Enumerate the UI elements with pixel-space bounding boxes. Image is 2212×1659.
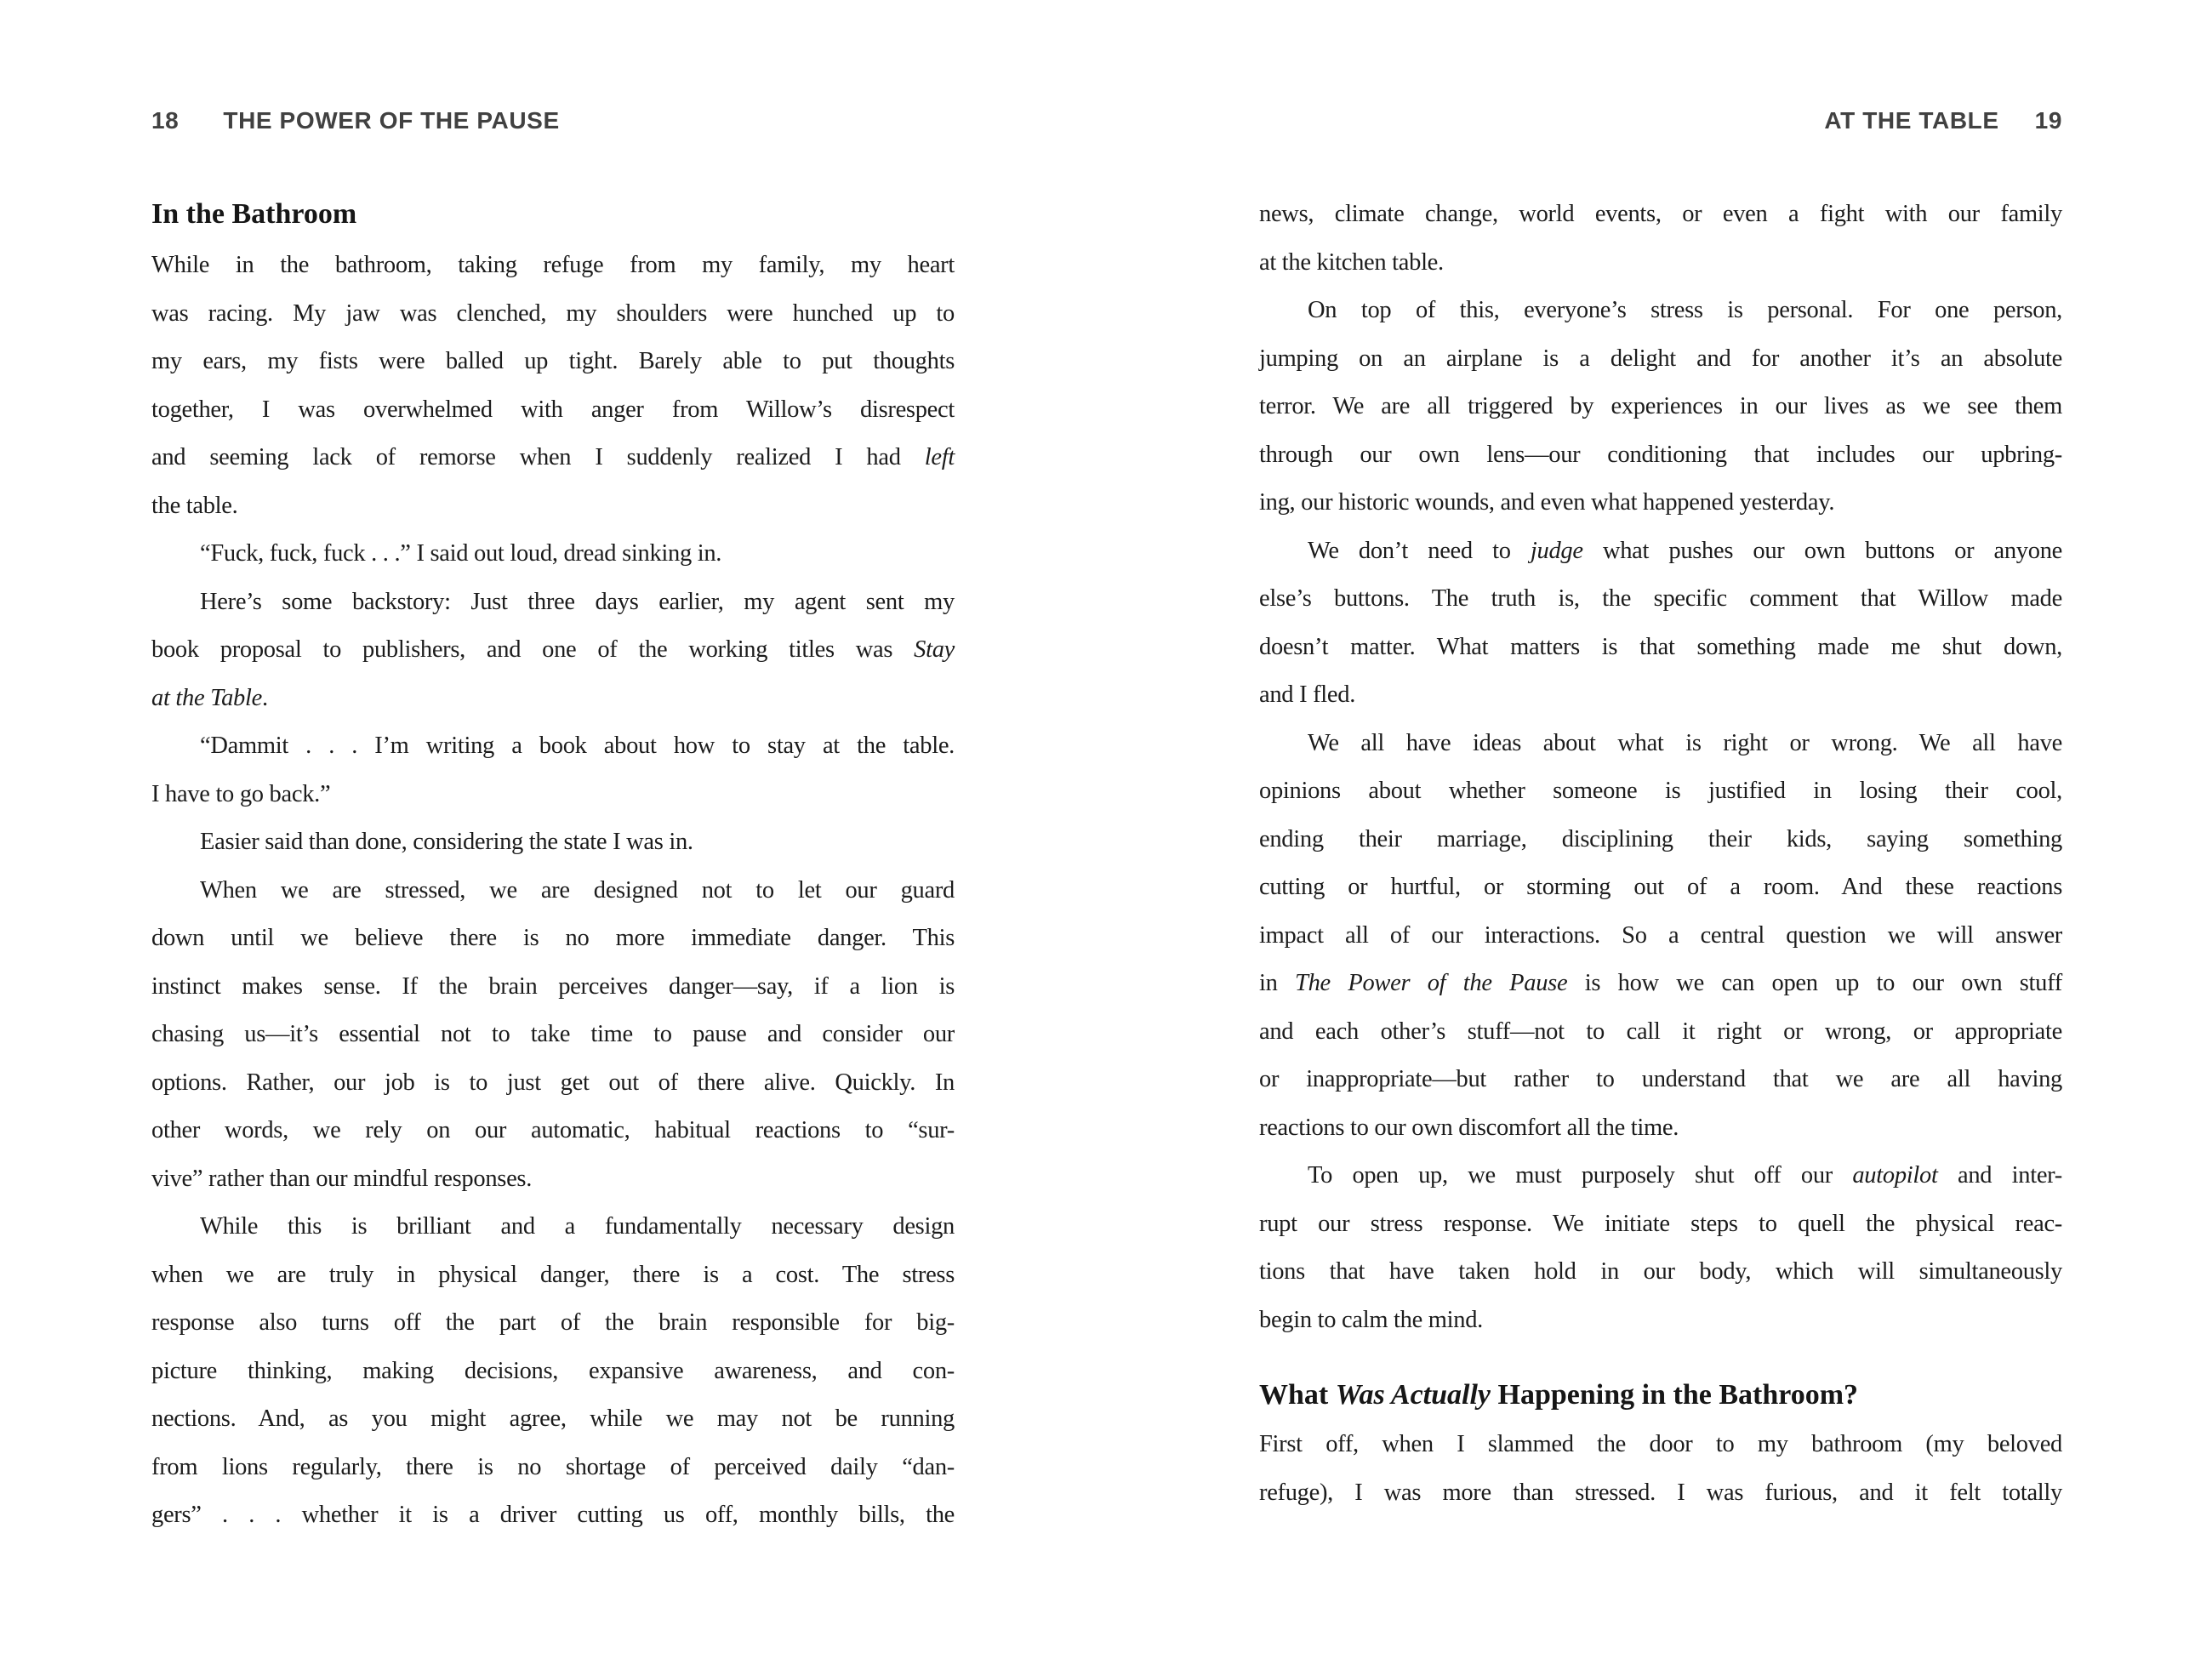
text-run: “Fuck, fuck, fuck . . .” I said out loud, dread sinking in. [200, 540, 722, 567]
running-head-left [151, 107, 560, 138]
text-run: else’s buttons. The truth is, the specific comment that Willow made [1259, 585, 2062, 612]
text-run: impact all of our interactions. So a central question we will answer [1259, 921, 2062, 949]
text-run: ending their marriage, disciplining their kids, saying something [1259, 825, 2062, 852]
text-line [1259, 767, 2062, 816]
text-run: rupt our stress response. We initiate steps to quell the physical reac- [1259, 1210, 2062, 1237]
text-run: When we are stressed, we are designed not to let our guard [200, 876, 955, 904]
text-run: through our own lens—our conditioning that includes our upbring- [1259, 441, 2062, 468]
text-run: refuge), I was more than stressed. I was furious, and it felt totally [1259, 1479, 2062, 1506]
text-run: gers” . . . whether it is a driver cutting us off, monthly bills, the [151, 1502, 955, 1528]
text-run: options. Rather, our job is to just get out of there alive. Quickly. In [151, 1069, 955, 1096]
text-line [151, 1299, 955, 1348]
text-run: nections. And, as you might agree, while we may not be running [151, 1405, 955, 1432]
text-line [151, 722, 955, 771]
section-heading [151, 187, 955, 242]
text-run: cutting or hurtful, or storming out of a room. And these reactions [1259, 874, 2062, 900]
text-run: my ears, my fists were balled up tight. Barely able to put thoughts [151, 348, 955, 374]
text-line [151, 1155, 955, 1204]
text-run: jumping on an airplane is a delight and for another it’s an absolute [1259, 345, 2062, 372]
text-line [1259, 191, 2062, 239]
text-line [1259, 1008, 2062, 1057]
text-line [151, 1491, 955, 1540]
text-run: what pushes our own buttons or anyone [1582, 537, 2063, 564]
italic-text-run: left [924, 444, 955, 470]
text-line [151, 338, 955, 386]
text-line [1259, 527, 2062, 576]
text-line [1259, 383, 2062, 431]
text-line [151, 1059, 955, 1108]
page-number-right: 19 [2034, 107, 2062, 134]
text-line [1259, 1248, 2062, 1297]
text-run: picture thinking, making decisions, expansive awareness, and con- [151, 1357, 955, 1384]
running-title-right: AT THE TABLE [1824, 107, 1999, 134]
text-line [1259, 720, 2062, 768]
text-run: ing, our historic wounds, and even what happened yesterday. [1259, 489, 1835, 516]
text-run: tions that have taken hold in our body, which will simultaneously [1259, 1258, 2062, 1285]
text-run: Easier said than done, considering the state I was in. [200, 829, 693, 855]
text-line [1259, 864, 2062, 912]
text-run: To open up, we must purposely shut off our [1308, 1162, 1853, 1189]
text-run: Here’s some backstory: Just three days earlier, my agent sent my [200, 588, 955, 615]
text-run: in [1259, 970, 1296, 996]
text-line [151, 1348, 955, 1396]
text-run: I have to go back.” [151, 780, 331, 807]
text-line [1259, 912, 2062, 961]
text-line [151, 1251, 955, 1300]
text-line [151, 675, 955, 723]
text-run: the table. [151, 492, 238, 519]
text-line [151, 386, 955, 435]
text-line [151, 1444, 955, 1492]
text-run: is how we can open up to our own stuff [1567, 970, 2062, 996]
text-line [151, 579, 955, 627]
text-run: doesn’t matter. What matters is that something made me shut down, [1259, 633, 2062, 660]
italic-text-run: Was Actually [1335, 1379, 1491, 1411]
text-run: In the Bathroom [151, 198, 357, 230]
text-line [1259, 1297, 2062, 1345]
text-run: We don’t need to [1308, 537, 1531, 564]
text-run: down until we believe there is no more immediate danger. This [151, 925, 955, 951]
text-line [151, 915, 955, 963]
text-run: and I fled. [1259, 681, 1356, 708]
text-run: Happening in the Bathroom? [1491, 1379, 1859, 1411]
text-run: was racing. My jaw was clenched, my shoulders were hunched up to [151, 299, 955, 327]
text-line [1259, 1152, 2062, 1200]
text-line [151, 1011, 955, 1059]
text-line [151, 1203, 955, 1251]
text-line [1259, 335, 2062, 384]
text-line [151, 434, 955, 482]
text-run: terror. We are all triggered by experiences in our lives as we see them [1259, 393, 2062, 419]
page-number-left: 18 [151, 107, 180, 134]
text-run: book proposal to publishers, and one of the working titles was [151, 636, 915, 663]
text-run: opinions about whether someone is justified in losing their cool, [1259, 778, 2062, 804]
text-line [1259, 624, 2062, 672]
text-line [1259, 1421, 2062, 1469]
text-line [1259, 671, 2062, 720]
text-line [151, 1395, 955, 1444]
text-line [151, 626, 955, 675]
text-line [1259, 479, 2062, 527]
text-line [1259, 431, 2062, 480]
text-run: and each other’s stuff—not to call it right or wrong, or appropriate [1259, 1018, 2062, 1045]
text-line [151, 530, 955, 579]
text-line [151, 290, 955, 339]
text-run: begin to calm the mind. [1259, 1306, 1484, 1333]
text-line [1259, 1104, 2062, 1153]
text-run: . [261, 684, 268, 711]
text-run: together, I was overwhelmed with anger from Willow’s disrespect [151, 396, 955, 423]
text-line [151, 242, 955, 290]
text-run: While in the bathroom, taking refuge from my family, my heart [151, 252, 955, 278]
right-page-text-block [1259, 191, 2062, 1517]
italic-text-run: The Power of the Pause [1295, 970, 1568, 996]
text-run: when we are truly in physical danger, there is a cost. The stress [151, 1261, 955, 1288]
italic-text-run: Stay [914, 636, 955, 663]
text-run: other words, we rely on our automatic, habitual reactions to “sur- [151, 1117, 955, 1143]
text-run: instinct makes sense. If the brain perceives danger—say, if a lion is [151, 972, 955, 1000]
text-line [151, 818, 955, 867]
text-line [151, 482, 955, 531]
section-heading [1259, 1370, 2062, 1421]
text-line [151, 867, 955, 915]
text-run: On top of this, everyone’s stress is personal. For one person, [1308, 297, 2062, 323]
text-run: or inappropriate—but rather to understand that we are all having [1259, 1066, 2062, 1092]
text-line [1259, 960, 2062, 1008]
text-run: news, climate change, world events, or even a fight with our family [1259, 201, 2062, 227]
text-line [151, 1107, 955, 1155]
text-line [1259, 1469, 2062, 1518]
text-run: reactions to our own discomfort all the time. [1259, 1114, 1679, 1141]
running-title-left: THE POWER OF THE PAUSE [223, 107, 560, 134]
section-gap [1259, 1344, 2062, 1370]
text-line [1259, 1200, 2062, 1249]
text-run: First off, when I slammed the door to my bathroom (my beloved [1259, 1431, 2062, 1457]
text-run: from lions regularly, there is no shortage of perceived daily “dan- [151, 1453, 955, 1480]
text-line [1259, 816, 2062, 864]
text-run: What [1259, 1379, 1336, 1411]
text-run: We all have ideas about what is right or wrong. We all have [1308, 729, 2062, 756]
text-line [1259, 239, 2062, 288]
text-line [1259, 1056, 2062, 1104]
text-line [1259, 575, 2062, 624]
italic-text-run: judge [1530, 537, 1583, 564]
text-run: and seeming lack of remorse when I suddenly realized I had [151, 444, 925, 470]
italic-text-run: at the Table [151, 684, 262, 711]
text-run: While this is brilliant and a fundamentally necessary design [200, 1213, 955, 1240]
text-run: and inter- [1937, 1162, 2062, 1189]
text-run: “Dammit . . . I’m writing a book about how to stay at the table. [200, 733, 955, 759]
text-run: chasing us—it’s essential not to take time to pause and consider our [151, 1021, 955, 1047]
running-head-right [1259, 107, 2062, 138]
text-run: at the kitchen table. [1259, 248, 1444, 276]
text-line [1259, 287, 2062, 335]
italic-text-run: autopilot [1852, 1162, 1938, 1189]
left-page-text-block [151, 187, 955, 1540]
text-run: response also turns off the part of the brain responsible for big- [151, 1309, 955, 1336]
text-run: vive” rather than our mindful responses. [151, 1165, 533, 1192]
text-line [151, 963, 955, 1012]
text-line [151, 771, 955, 819]
